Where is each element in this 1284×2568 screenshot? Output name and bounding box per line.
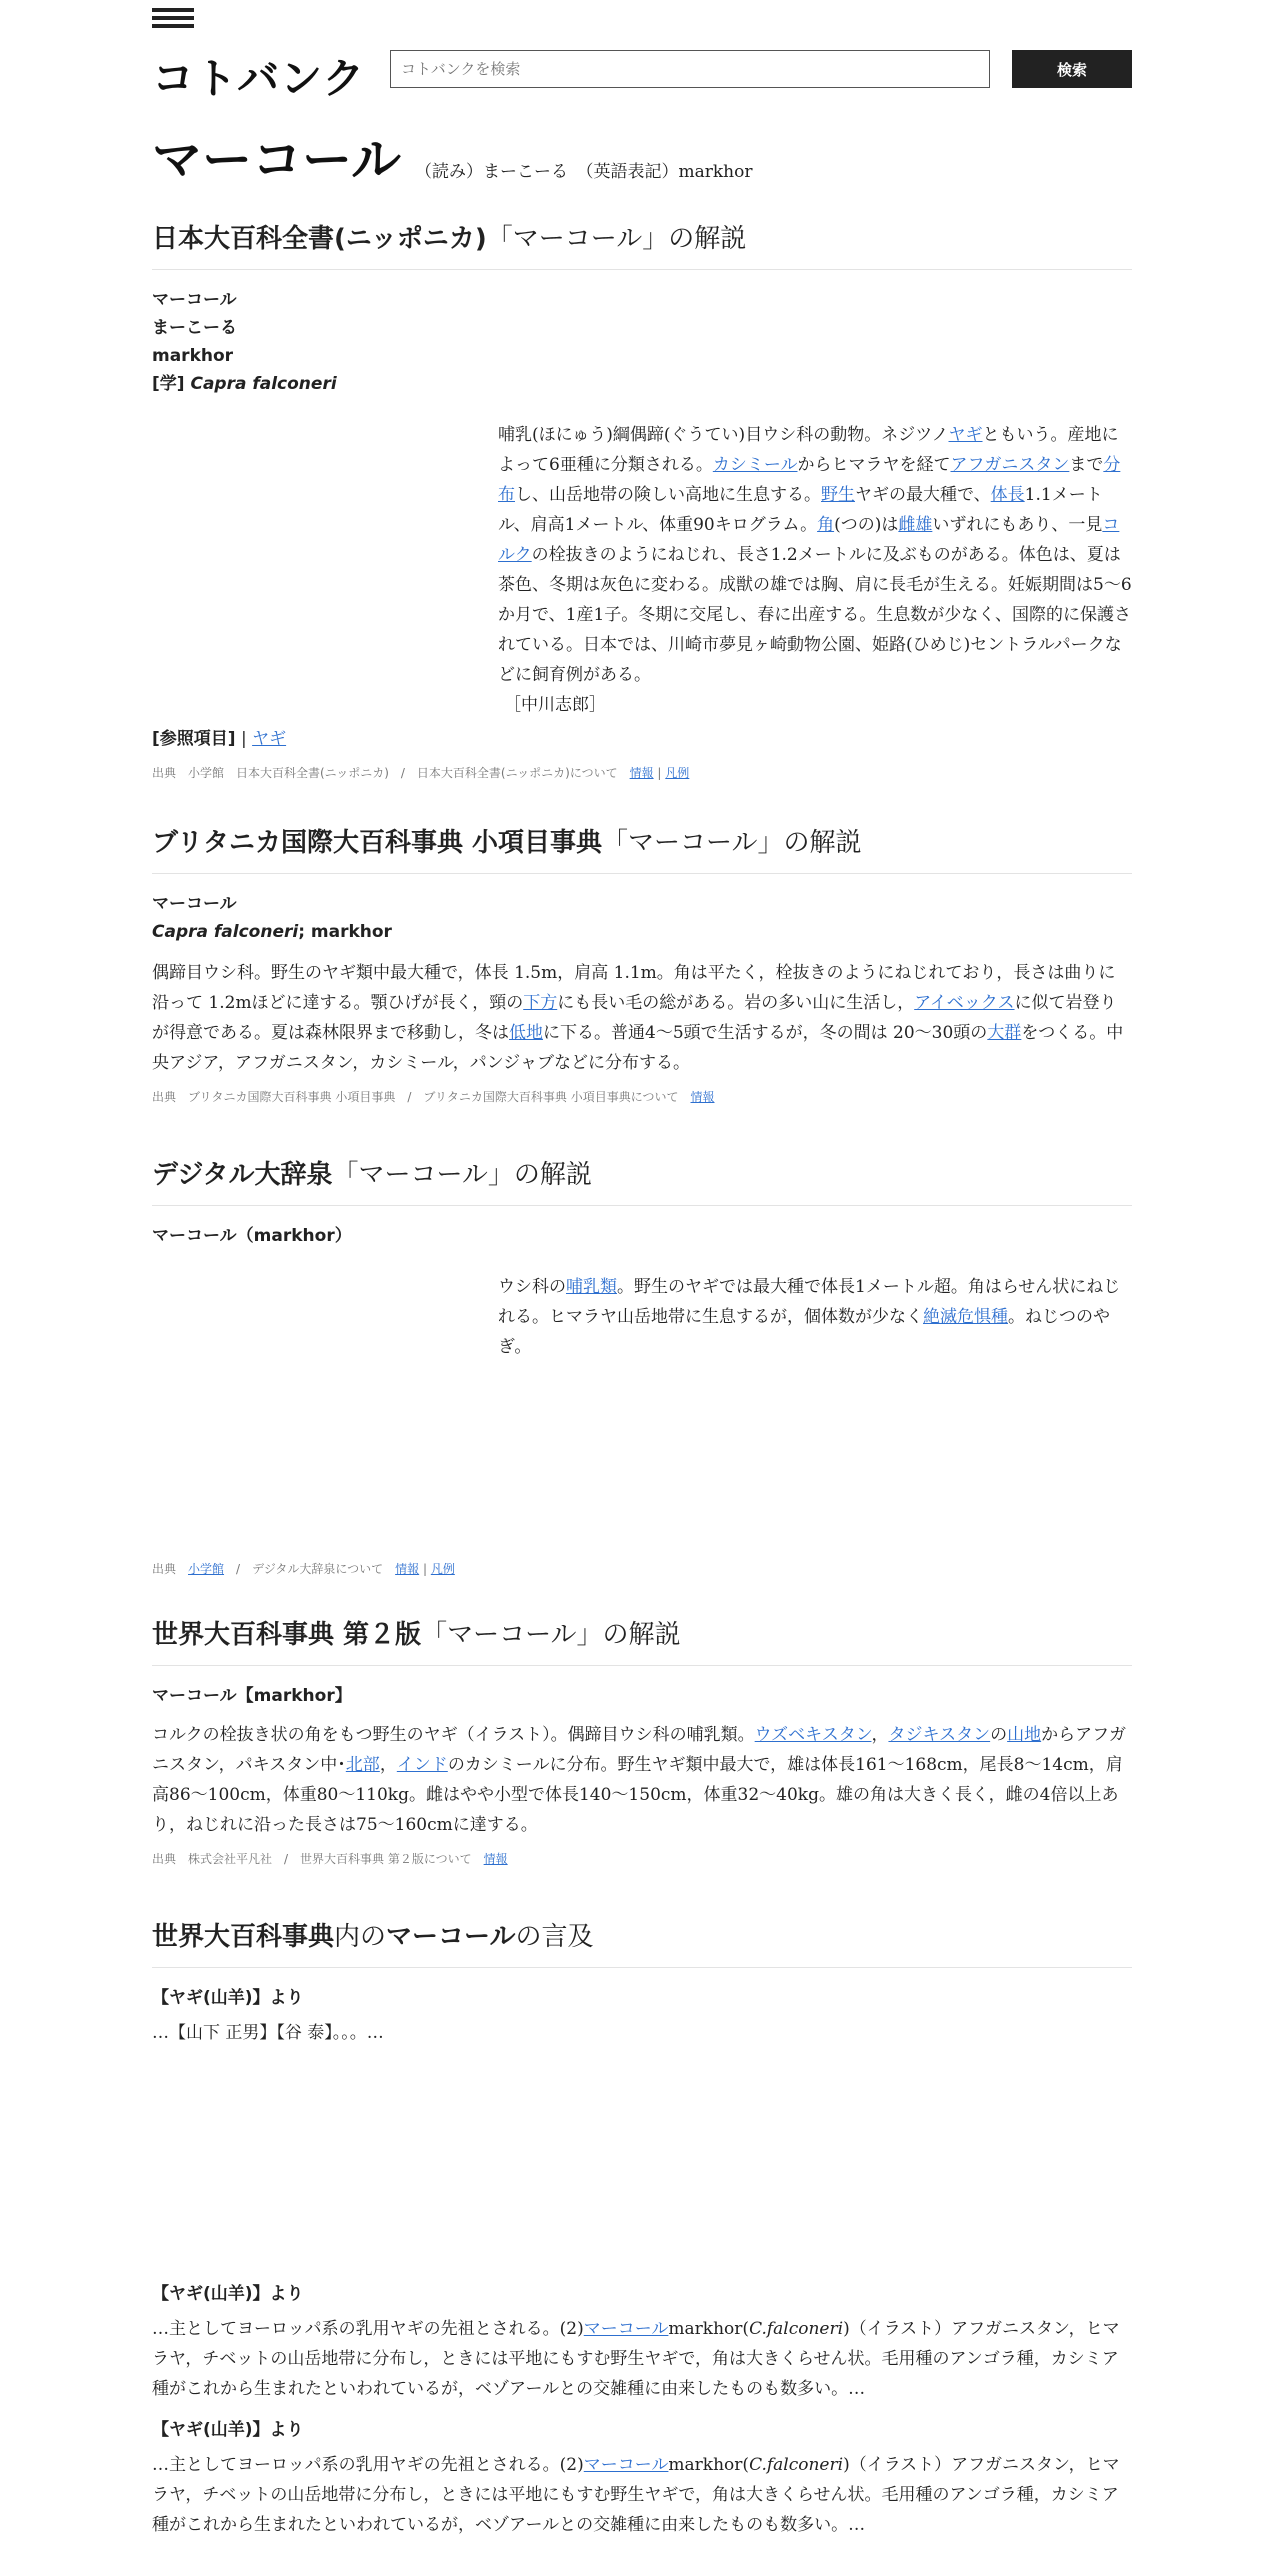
source-line: 出典 ブリタニカ国際大百科事典 小項目事典 / ブリタニカ国際大百科事典 小項目事典について 情報 (152, 1090, 715, 1104)
term-english: markhor (152, 346, 234, 366)
dictionary-name: 日本大百科全書(ニッポニカ) (152, 224, 487, 254)
link-tajikistan[interactable]: タジキスタン (888, 1725, 991, 1745)
source-legend-link[interactable]: 凡例 (430, 1562, 455, 1576)
search-input[interactable] (390, 50, 990, 88)
page-title-block (152, 120, 753, 192)
section-heading (152, 822, 1132, 874)
link-uzbekistan[interactable]: ウズベキスタン (754, 1725, 872, 1745)
heading-suffix: 「マーコール」の解説 (421, 1620, 681, 1650)
section-heading: 世界大百科事典内のマーコールの言及 (152, 1916, 1132, 1968)
section-heibonsha (152, 1614, 1132, 1867)
heading-suffix: 「マーコール」の解説 (332, 1160, 592, 1190)
source-info-link[interactable]: 情報 (395, 1562, 420, 1576)
term-headword: マーコール【markhor】 (152, 1686, 352, 1706)
link-yasei[interactable]: 野生 (821, 485, 855, 505)
source-line: 出典 小学館 日本大百科全書(ニッポニカ) / 日本大百科全書(ニッポニカ)について 情報 | 凡例 (152, 766, 690, 780)
link-sanchi[interactable]: 山地 (1007, 1725, 1042, 1745)
term-headword: マーコール (152, 894, 237, 914)
term-scientific: Capra falconeri; markhor (152, 922, 392, 942)
mention-title[interactable]: 【ヤギ(山羊)】より (152, 2420, 304, 2440)
author: ［中川志郎］ (504, 695, 606, 715)
link-markhor[interactable]: マーコール (583, 2455, 669, 2475)
section-daijisen (152, 1154, 1132, 1577)
definition-text: 哺乳(ほにゅう)綱偶蹄(ぐうてい)目ウシ科の動物。ネジツノヤギともいう。産地によって6亜種に分類される。カシミールからヒマラヤを経てアフガニスタンまで分布し、山岳地帯の険しい高地に生息する。野生ヤギの最大種で、体長1.1メートル、肩高1メートル、体重90キログラム。角(つの)は雌雄いずれにもあり、一見コルクの栓抜きのようにねじれ、長さ1.2メートルに及ぶものがある。体色は、夏は茶色、冬期は灰色に変わる。成獣の雄では胸、肩に長毛が生える。妊娠期間は5～6か月で、1産1子。冬期に交尾し、春に出産する。生息数が少なく、国際的に保護されている。日本では、川崎市夢見ヶ崎動物公園、姫路(ひめじ)セントラルパークなどに飼育例がある。 ［中川志郎］ (498, 420, 1132, 720)
link-taicho[interactable]: 体長 (990, 485, 1025, 505)
link-bunpu[interactable]: 分布 (498, 455, 1121, 505)
page-title: マーコール (152, 131, 401, 189)
mention-title[interactable]: 【ヤギ(山羊)】より (152, 2284, 304, 2304)
mention-title[interactable]: 【ヤギ(山羊)】より (152, 1988, 304, 2008)
source-info-link[interactable]: 情報 (483, 1852, 508, 1866)
term-reading: まーこーる (152, 318, 237, 338)
ref-link-yagi[interactable]: ヤギ (252, 729, 287, 749)
link-ibex[interactable]: アイベックス (914, 993, 1015, 1013)
title-reading: （読み）まーこーる （英語表記）markhor (415, 162, 753, 182)
section-heading (152, 1614, 1132, 1666)
section-britannica (152, 822, 1132, 1105)
search-button[interactable]: 検索 (1012, 50, 1132, 88)
link-afghanistan[interactable]: アフガニスタン (950, 455, 1070, 475)
section-nipponica (152, 218, 1132, 781)
mention-text: …主としてヨーロッパ系の乳用ヤギの先祖とされる。(2)マーコールmarkhor(C.falconeri)（イラスト）アフガニスタン，ヒマラヤ，チベットの山岳地帯に分布し，ときには平地にもすむ野生ヤギで，角は大きくらせん状。毛用種のアンゴラ種，カシミア種がこれから生まれたといわれているが，ベゾアールとの交雑種に由来したものも数多い。… (152, 2319, 1120, 2399)
definition-text: ウシ科の哺乳類。野生のヤギでは最大種で体長1メートル超。角はらせん状にねじれる。ヒマラヤ山岳地帯に生息するが，個体数が少なく絶滅危惧種。ねじつのやぎ。 (498, 1277, 1121, 1357)
source-legend-link[interactable]: 凡例 (665, 766, 690, 780)
link-india[interactable]: インド (396, 1755, 448, 1775)
section-mentions (152, 1916, 1132, 2540)
definition-text: コルクの栓抜き状の角をもつ野生のヤギ（イラスト）。偶蹄目ウシ科の哺乳類。ウズベキスタン，タジキスタンの山地からアフガニスタン，パキスタン中･北部，インドのカシミールに分布。野生ヤギ類中最大で，雄は体長161～168cm，尾長8～14cm，肩高86～100cm，体重80～110kg。雌はやや小型で体長140～150cm，体重32～40kg。雄の角は大きく長く，雌の4倍以上あり，ねじれに沿った長さは75～160cmに達する。 (152, 1725, 1126, 1835)
link-cork[interactable]: コルク (498, 515, 1120, 565)
link-kaho[interactable]: 下方 (523, 993, 558, 1013)
link-hokubu[interactable]: 北部 (345, 1755, 380, 1775)
term-headword: マーコール（markhor） (152, 1226, 352, 1246)
source-line: 出典 小学館 / デジタル大辞泉について 情報 | 凡例 (152, 1562, 455, 1576)
link-yagi[interactable]: ヤギ (948, 425, 983, 445)
link-zetsumetsu[interactable]: 絶滅危惧種 (923, 1307, 1008, 1327)
definition-text: 偶蹄目ウシ科。野生のヤギ類中最大種で，体長 1.5m，肩高 1.1m。角は平たく，栓抜きのようにねじれており，長さは曲りに沿って 1.2mほどに達する。顎ひげが長く，頸の下方にも長い毛の総がある。岩の多い山に生活し，アイベックスに似て岩登りが得意である。夏は森林限界まで移動し，冬は低地に下る。普通4～5頭で生活するが，冬の間は 20～30頭の大群をつくる。中央アジア，アフガニスタン，カシミール，パンジャブなどに分布する。 (152, 963, 1124, 1073)
link-tsuno[interactable]: 角 (817, 515, 835, 535)
section-heading (152, 218, 1132, 270)
heading-suffix: 「マーコール」の解説 (486, 224, 747, 254)
dictionary-name: 世界大百科事典 第２版 (152, 1620, 422, 1650)
source-publisher-link[interactable]: 小学館 (188, 1562, 225, 1576)
source-line: 出典 株式会社平凡社 / 世界大百科事典 第２版について 情報 (152, 1852, 508, 1866)
source-info-link[interactable]: 情報 (629, 766, 654, 780)
reference-items: [参照項目] | ヤギ (152, 729, 287, 749)
link-taigun[interactable]: 大群 (987, 1023, 1022, 1043)
link-markhor[interactable]: マーコール (583, 2319, 669, 2339)
mention-text: …主としてヨーロッパ系の乳用ヤギの先祖とされる。(2)マーコールmarkhor(C.falconeri)（イラスト）アフガニスタン，ヒマラヤ，チベットの山岳地帯に分布し，ときには平地にもすむ野生ヤギで，角は大きくらせん状。毛用種のアンゴラ種，カシミア種がこれから生まれたといわれているが，ベゾアールとの交雑種に由来したものも数多い。… (152, 2455, 1120, 2535)
site-logo[interactable]: コトバンク (152, 54, 366, 103)
section-heading (152, 1154, 1132, 1206)
dictionary-name: デジタル大辞泉 (152, 1160, 333, 1190)
link-teichi[interactable]: 低地 (509, 1023, 543, 1043)
source-info-link[interactable]: 情報 (690, 1090, 715, 1104)
link-shiyu[interactable]: 雌雄 (898, 515, 933, 535)
menu-icon[interactable] (152, 8, 194, 32)
heading-suffix: 「マーコール」の解説 (602, 828, 862, 858)
term-headword: マーコール (152, 290, 237, 310)
link-nyuruirui[interactable]: 哺乳類 (566, 1277, 617, 1297)
mention-text: …【山下 正男】【谷 泰】。。。… (152, 2023, 384, 2043)
link-kashmir[interactable]: カシミール (712, 455, 798, 475)
term-scientific: [学] Capra falconeri (152, 374, 337, 394)
dictionary-name: ブリタニカ国際大百科事典 小項目事典 (152, 828, 603, 858)
